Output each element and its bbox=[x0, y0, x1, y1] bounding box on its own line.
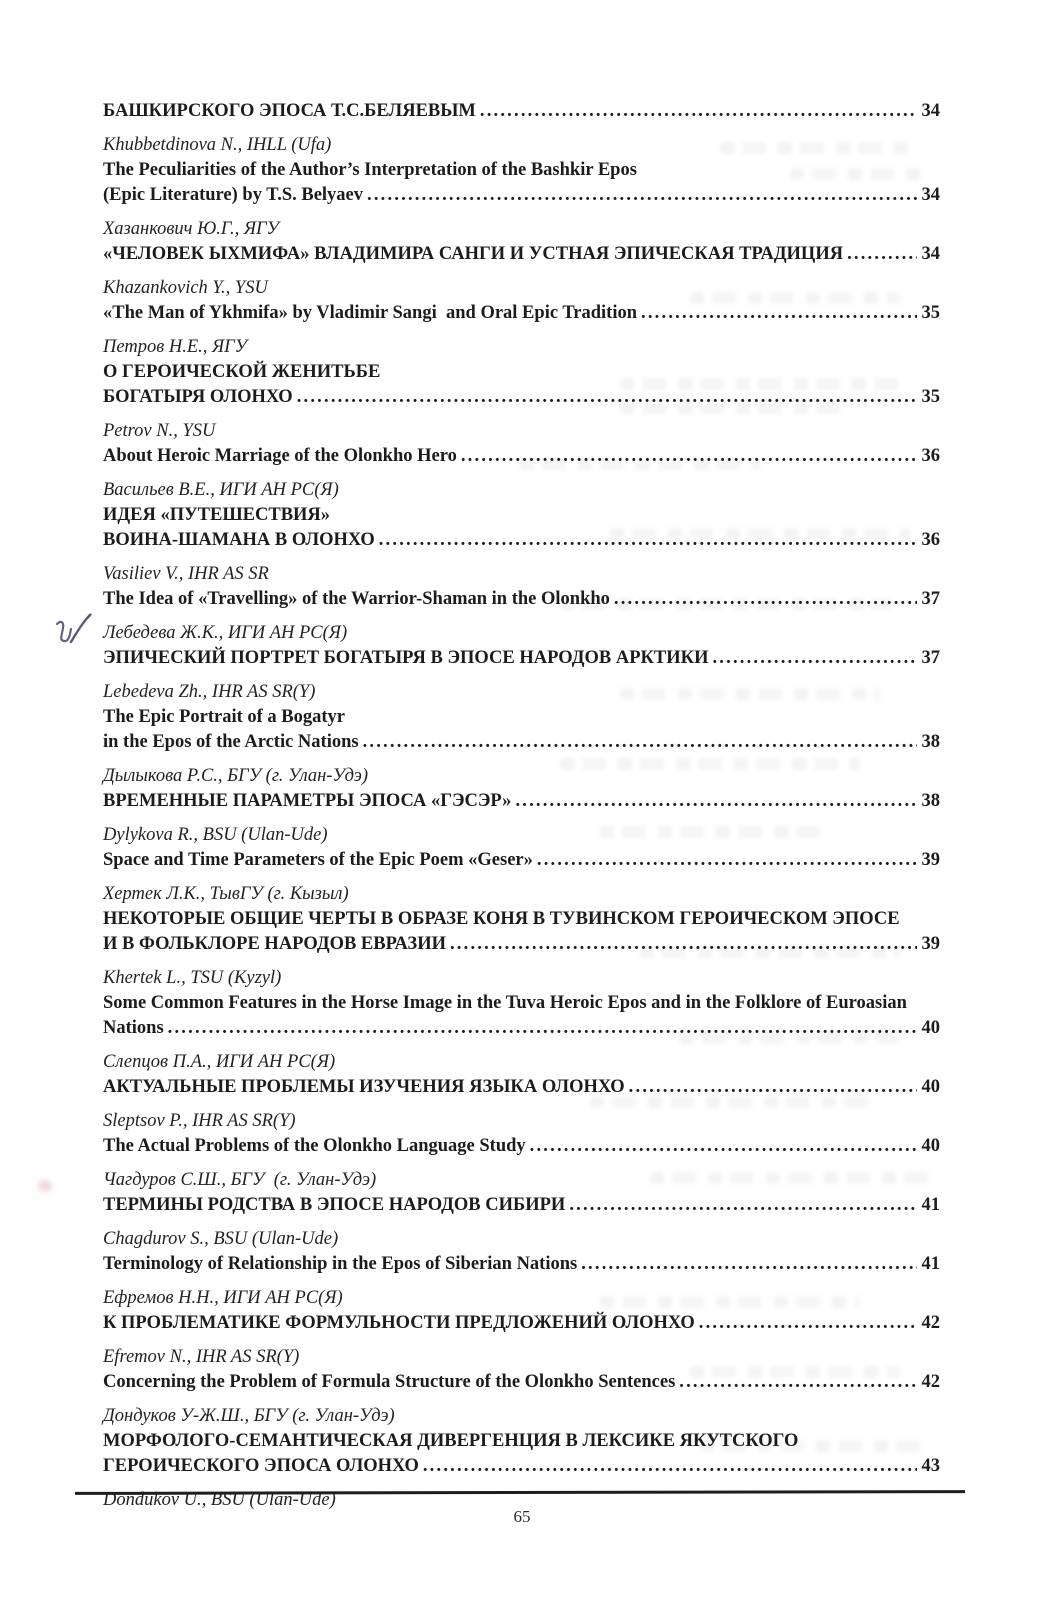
toc-author-line: Dondukov U., BSU (Ulan-Ude) bbox=[103, 1490, 336, 1510]
toc-title-line bbox=[103, 183, 940, 208]
toc-title-text: «The Man of Ykhmifa» by Vladimir Sangi and Oral Epic Tradition bbox=[103, 303, 638, 323]
toc-entry bbox=[103, 764, 940, 814]
toc-title-line bbox=[103, 705, 940, 730]
toc-entry bbox=[103, 217, 940, 267]
toc-author-line: Дондуков У-Ж.Ш., БГУ (г. Улан-Удэ) bbox=[103, 1406, 395, 1426]
ink-smudge bbox=[38, 1180, 52, 1192]
toc-title-line bbox=[103, 444, 940, 469]
toc-title-text: The Idea of «Travelling» of the Warrior-Shaman in the Olonkho bbox=[103, 589, 610, 609]
toc-entry bbox=[103, 562, 940, 612]
toc-title-text: The Actual Problems of the Olonkho Language Study bbox=[103, 1136, 526, 1156]
toc-title-line bbox=[103, 301, 940, 326]
toc-author-line: Vasiliev V., IHR AS SR bbox=[103, 564, 269, 584]
toc-title-text: МОРФОЛОГО-СЕМАНТИЧЕСКАЯ ДИВЕРГЕНЦИЯ В ЛЕКСИКЕ ЯКУТСКОГО bbox=[103, 1431, 799, 1451]
toc-title-text: ВРЕМЕННЫЕ ПАРАМЕТРЫ ЭПОСА «ГЭСЭР» bbox=[103, 791, 512, 811]
toc-entry bbox=[103, 419, 940, 469]
toc-author-line: Слепцов П.А., ИГИ АН РС(Я) bbox=[103, 1052, 336, 1072]
dot-leader bbox=[367, 183, 916, 208]
toc-page-number: 34 bbox=[921, 101, 940, 121]
toc-page-number: 42 bbox=[921, 1372, 940, 1392]
dot-leader bbox=[712, 646, 916, 671]
toc-title-text: АКТУАЛЬНЫЕ ПРОБЛЕМЫ ИЗУЧЕНИЯ ЯЗЫКА ОЛОНХО bbox=[103, 1077, 625, 1097]
toc-title-text: Terminology of Relationship in the Epos of Siberian Nations bbox=[103, 1254, 578, 1274]
dot-leader bbox=[569, 1193, 916, 1218]
dot-leader bbox=[297, 385, 917, 410]
toc-author-line: Петров Н.Е., ЯГУ bbox=[103, 337, 248, 357]
toc-title-text: in the Epos of the Arctic Nations bbox=[103, 732, 359, 752]
toc-page-number: 40 bbox=[921, 1136, 940, 1156]
toc-entry bbox=[103, 1404, 940, 1479]
dot-leader bbox=[480, 99, 917, 124]
toc-entry bbox=[103, 99, 940, 124]
toc-page-number: 43 bbox=[921, 1456, 940, 1476]
toc-title-line bbox=[103, 789, 940, 814]
toc-page-number: 36 bbox=[921, 530, 940, 550]
toc-title-line bbox=[103, 1075, 940, 1100]
toc-entry bbox=[103, 1286, 940, 1336]
toc-title-line bbox=[103, 907, 940, 932]
toc-title-text: БАШКИРСКОГО ЭПОСА Т.С.БЕЛЯЕВЫМ bbox=[103, 101, 476, 121]
toc-title-text: Concerning the Problem of Formula Structure of the Olonkho Sentences bbox=[103, 1372, 676, 1392]
toc-title-text: «ЧЕЛОВЕК ЫХМИФА» ВЛАДИМИРА САНГИ И УСТНАЯ ЭПИЧЕСКАЯ ТРАДИЦИЯ bbox=[103, 244, 844, 264]
toc-title-line bbox=[103, 99, 940, 124]
toc-author-line: Chagdurov S., BSU (Ulan-Ude) bbox=[103, 1229, 339, 1249]
toc-entry bbox=[103, 823, 940, 873]
toc-title-text: О ГЕРОИЧЕСКОЙ ЖЕНИТЬБЕ bbox=[103, 362, 381, 382]
toc-author-line: Sleptsov P., IHR AS SR(Y) bbox=[103, 1111, 296, 1131]
toc-title-line bbox=[103, 528, 940, 553]
toc-entry bbox=[103, 966, 940, 1041]
dot-leader bbox=[614, 587, 917, 612]
dot-leader bbox=[450, 932, 917, 957]
toc-entry bbox=[103, 621, 940, 671]
toc-title-text: БОГАТЫРЯ ОЛОНХО bbox=[103, 387, 293, 407]
toc-author-line: Efremov N., IHR AS SR(Y) bbox=[103, 1347, 300, 1367]
toc-title-line bbox=[103, 1429, 940, 1454]
toc-entry bbox=[103, 1227, 940, 1277]
toc-title-line bbox=[103, 1454, 940, 1479]
toc-title-line bbox=[103, 242, 940, 267]
toc-title-text: Some Common Features in the Horse Image in the Tuva Heroic Epos and in the Folklore of Euroasian bbox=[103, 993, 907, 1013]
toc-author-line: Lebedeva Zh., IHR AS SR(Y) bbox=[103, 682, 316, 702]
toc-title-line bbox=[103, 932, 940, 957]
toc-author-line: Дылыкова Р.С., БГУ (г. Улан-Удэ) bbox=[103, 766, 369, 786]
toc-title-text: The Epic Portrait of a Bogatyr bbox=[103, 707, 345, 727]
dot-leader bbox=[699, 1311, 917, 1336]
toc-title-text: ИДЕЯ «ПУТЕШЕСТВИЯ» bbox=[103, 505, 331, 525]
toc-entry bbox=[103, 1109, 940, 1159]
toc-title-text: Nations bbox=[103, 1018, 164, 1038]
dot-leader bbox=[629, 1075, 917, 1100]
toc-title-text: (Epic Literature) by T.S. Belyaev bbox=[103, 185, 364, 205]
toc-title-line bbox=[103, 1134, 940, 1159]
toc-page-number: 40 bbox=[921, 1077, 940, 1097]
toc-author-line: Васильев В.Е., ИГИ АН РС(Я) bbox=[103, 480, 339, 500]
toc-title-text: ТЕРМИНЫ РОДСТВА В ЭПОСЕ НАРОДОВ СИБИРИ bbox=[103, 1195, 566, 1215]
toc-page-number: 39 bbox=[921, 850, 940, 870]
toc-title-line bbox=[103, 503, 940, 528]
toc-title-line bbox=[103, 1193, 940, 1218]
toc-page-number: 37 bbox=[921, 589, 940, 609]
toc-title-text: К ПРОБЛЕМАТИКЕ ФОРМУЛЬНОСТИ ПРЕДЛОЖЕНИЙ ОЛОНХО bbox=[103, 1313, 695, 1333]
toc-entry bbox=[103, 478, 940, 553]
toc-page-number: 41 bbox=[921, 1195, 940, 1215]
toc-title-line bbox=[103, 360, 940, 385]
toc-entry bbox=[103, 1168, 940, 1218]
toc-entry bbox=[103, 1345, 940, 1395]
dot-leader bbox=[515, 789, 916, 814]
toc-entry bbox=[103, 335, 940, 410]
toc-title-line bbox=[103, 646, 940, 671]
dot-leader bbox=[641, 301, 916, 326]
toc-page-number: 40 bbox=[921, 1018, 940, 1038]
toc-title-text: The Peculiarities of the Author’s Interpretation of the Bashkir Epos bbox=[103, 160, 637, 180]
toc-title-text: ЭПИЧЕСКИЙ ПОРТРЕТ БОГАТЫРЯ В ЭПОСЕ НАРОДОВ АРКТИКИ bbox=[103, 648, 709, 668]
toc-page-number: 37 bbox=[921, 648, 940, 668]
toc-page-number: 38 bbox=[921, 791, 940, 811]
dot-leader bbox=[168, 1016, 917, 1041]
toc-page-number: 42 bbox=[921, 1313, 940, 1333]
toc-title-line bbox=[103, 991, 940, 1016]
table-of-contents bbox=[103, 99, 940, 1522]
toc-author-line: Ефремов Н.Н., ИГИ АН РС(Я) bbox=[103, 1288, 343, 1308]
toc-title-text: И В ФОЛЬКЛОРЕ НАРОДОВ ЕВРАЗИИ bbox=[103, 934, 446, 954]
toc-title-text: ГЕРОИЧЕСКОГО ЭПОСА ОЛОНХО bbox=[103, 1456, 419, 1476]
toc-author-line: Чагдуров С.Ш., БГУ (г. Улан-Удэ) bbox=[103, 1170, 377, 1190]
toc-entry bbox=[103, 680, 940, 755]
dot-leader bbox=[581, 1252, 916, 1277]
toc-page-number: 34 bbox=[921, 244, 940, 264]
toc-page-number: 34 bbox=[921, 185, 940, 205]
toc-author-line: Petrov N., YSU bbox=[103, 421, 216, 441]
toc-author-line: Khazankovich Y., YSU bbox=[103, 278, 268, 298]
pen-mark-icon bbox=[53, 610, 105, 660]
toc-title-line bbox=[103, 1016, 940, 1041]
toc-entry bbox=[103, 133, 940, 208]
dot-leader bbox=[461, 444, 917, 469]
toc-title-text: НЕКОТОРЫЕ ОБЩИЕ ЧЕРТЫ В ОБРАЗЕ КОНЯ В ТУВИНСКОМ ГЕРОИЧЕСКОМ ЭПОСЕ bbox=[103, 909, 900, 929]
dot-leader bbox=[537, 848, 917, 873]
toc-page-number: 35 bbox=[921, 303, 940, 323]
toc-title-line bbox=[103, 158, 940, 183]
toc-entry bbox=[103, 882, 940, 957]
toc-author-line: Лебедева Ж.К., ИГИ АН РС(Я) bbox=[103, 623, 348, 643]
toc-title-line bbox=[103, 385, 940, 410]
toc-title-line bbox=[103, 1252, 940, 1277]
toc-title-text: About Heroic Marriage of the Olonkho Hero bbox=[103, 446, 457, 466]
dot-leader bbox=[530, 1134, 917, 1159]
toc-page-number: 36 bbox=[921, 446, 940, 466]
toc-entry bbox=[103, 276, 940, 326]
toc-author-line: Хазанкович Ю.Г., ЯГУ bbox=[103, 219, 279, 239]
footer-page-number: 65 bbox=[513, 1507, 531, 1526]
dot-leader bbox=[423, 1454, 917, 1479]
toc-page-number: 39 bbox=[921, 934, 940, 954]
toc-page-number: 41 bbox=[921, 1254, 940, 1274]
toc-author-line: Хертек Л.К., ТывГУ (г. Кызыл) bbox=[103, 884, 349, 904]
toc-title-line bbox=[103, 1370, 940, 1395]
dot-leader bbox=[379, 528, 917, 553]
toc-page-number: 35 bbox=[921, 387, 940, 407]
toc-title-text: Space and Time Parameters of the Epic Poem «Geser» bbox=[103, 850, 533, 870]
toc-page-number: 38 bbox=[921, 732, 940, 752]
toc-title-line bbox=[103, 730, 940, 755]
toc-author-line: Dylykova R., BSU (Ulan-Ude) bbox=[103, 825, 328, 845]
dot-leader bbox=[363, 730, 917, 755]
toc-title-text: ВОИНА-ШАМАНА В ОЛОНХО bbox=[103, 530, 375, 550]
toc-title-line bbox=[103, 848, 940, 873]
toc-author-line: Khubbetdinova N., IHLL (Ufa) bbox=[103, 135, 332, 155]
dot-leader bbox=[847, 242, 916, 267]
dot-leader bbox=[679, 1370, 916, 1395]
toc-entry bbox=[103, 1050, 940, 1100]
toc-author-line: Khertek L., TSU (Kyzyl) bbox=[103, 968, 282, 988]
toc-title-line bbox=[103, 587, 940, 612]
toc-title-line bbox=[103, 1311, 940, 1336]
